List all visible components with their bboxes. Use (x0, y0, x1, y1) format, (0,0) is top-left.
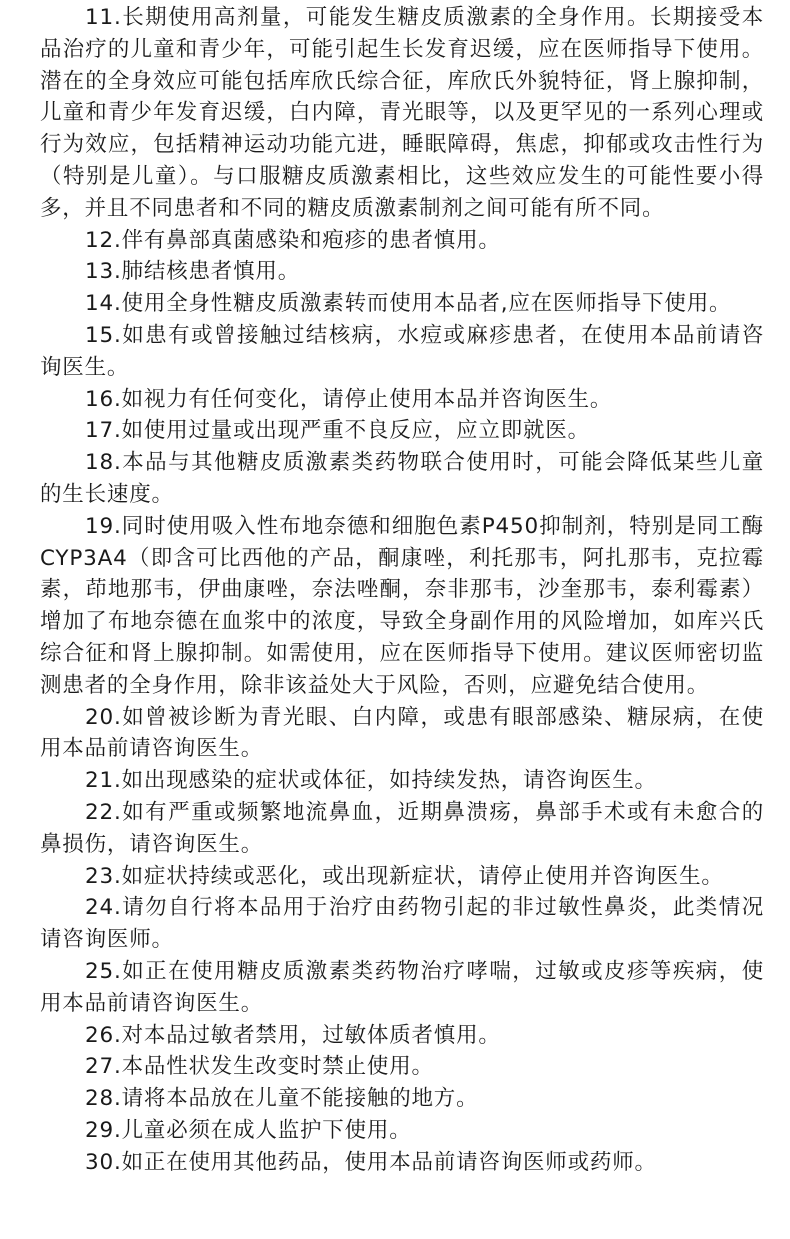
precaution-item-27: 27.本品性状发生改变时禁止使用。 (85, 1054, 434, 1080)
precautions-list (40, 2, 764, 1178)
precaution-item-11: 11.长期使用高剂量，可能发生糖皮质激素的全身作用。长期接受本品治疗的儿童和青少年，可能引起生长发育迟缓，应在医师指导下使用。潜在的全身效应可能包括库欣氏综合征，库欣氏外貌特征，肾上腺抑制，儿童和青少年发育迟缓，白内障，青光眼等，以及更罕见的一系列心理或行为效应，包括精神运动功能亢进，睡眠障碍，焦虑，抑郁或攻击性行为（特别是儿童）。与口服糖皮质激素相比，这些效应发生的可能性要小得多，并且不同患者和不同的糖皮质激素制剂之间可能有所不同。 (40, 5, 764, 221)
precaution-item-13: 13.肺结核患者慎用。 (85, 259, 300, 285)
precaution-item-25: 25.如正在使用糖皮质激素类药物治疗哮喘，过敏或皮疹等疾病，使用本品前请咨询医生。 (40, 958, 764, 1016)
precaution-item-26: 26.对本品过敏者禁用，过敏体质者慎用。 (85, 1022, 501, 1048)
precaution-item-18: 18.本品与其他糖皮质激素类药物联合使用时，可能会降低某些儿童的生长速度。 (40, 450, 764, 507)
precaution-item-23: 23.如症状持续或恶化，或出现新症状，请停止使用并咨询医生。 (85, 863, 724, 889)
precaution-item-24: 24.请勿自行将本品用于治疗由药物引起的非过敏性鼻炎，此类情况请咨询医师。 (40, 895, 764, 953)
precaution-item-28: 28.请将本品放在儿童不能接触的地方。 (85, 1086, 479, 1112)
precaution-item-16: 16.如视力有任何变化，请停止使用本品并咨询医生。 (85, 386, 613, 412)
precaution-item-20: 20.如曾被诊断为青光眼、白内障，或患有眼部感染、糖尿病，在使用本品前请咨询医生。 (40, 704, 764, 762)
precaution-item-12: 12.伴有鼻部真菌感染和疱疹的患者慎用。 (85, 227, 501, 253)
precaution-item-30: 30.如正在使用其他药品，使用本品前请咨询医师或药师。 (85, 1149, 657, 1175)
precaution-item-19: 19.同时使用吸入性布地奈德和细胞色素P450抑制剂，特别是同工酶CYP3A4（即含可比西他的产品，酮康唑，利托那韦，阿扎那韦，克拉霉素，茚地那韦，伊曲康唑，奈法唑酮，奈非那韦，沙奎那韦，泰利霉素）增加了布地奈德在血浆中的浓度，导致全身副作用的风险增加，如库兴氏综合征和肾上腺抑制。如需使用，应在医师指导下使用。建议医师密切监测患者的全身作用，除非该益处大于风险，否则，应避免结合使用。 (40, 513, 764, 698)
precaution-item-22: 22.如有严重或频繁地流鼻血，近期鼻溃疡，鼻部手术或有未愈合的鼻损伤，请咨询医生。 (40, 799, 764, 857)
precaution-item-15: 15.如患有或曾接触过结核病，水痘或麻疹患者，在使用本品前请咨询医生。 (40, 322, 764, 380)
precaution-item-21: 21.如出现感染的症状或体征，如持续发热，请咨询医生。 (85, 768, 657, 794)
precaution-item-29: 29.儿童必须在成人监护下使用。 (85, 1117, 412, 1143)
precaution-item-14: 14.使用全身性糖皮质激素转而使用本品者,应在医师指导下使用。 (85, 291, 732, 317)
precaution-item-17: 17.如使用过量或出现严重不良反应，应立即就医。 (85, 418, 590, 444)
